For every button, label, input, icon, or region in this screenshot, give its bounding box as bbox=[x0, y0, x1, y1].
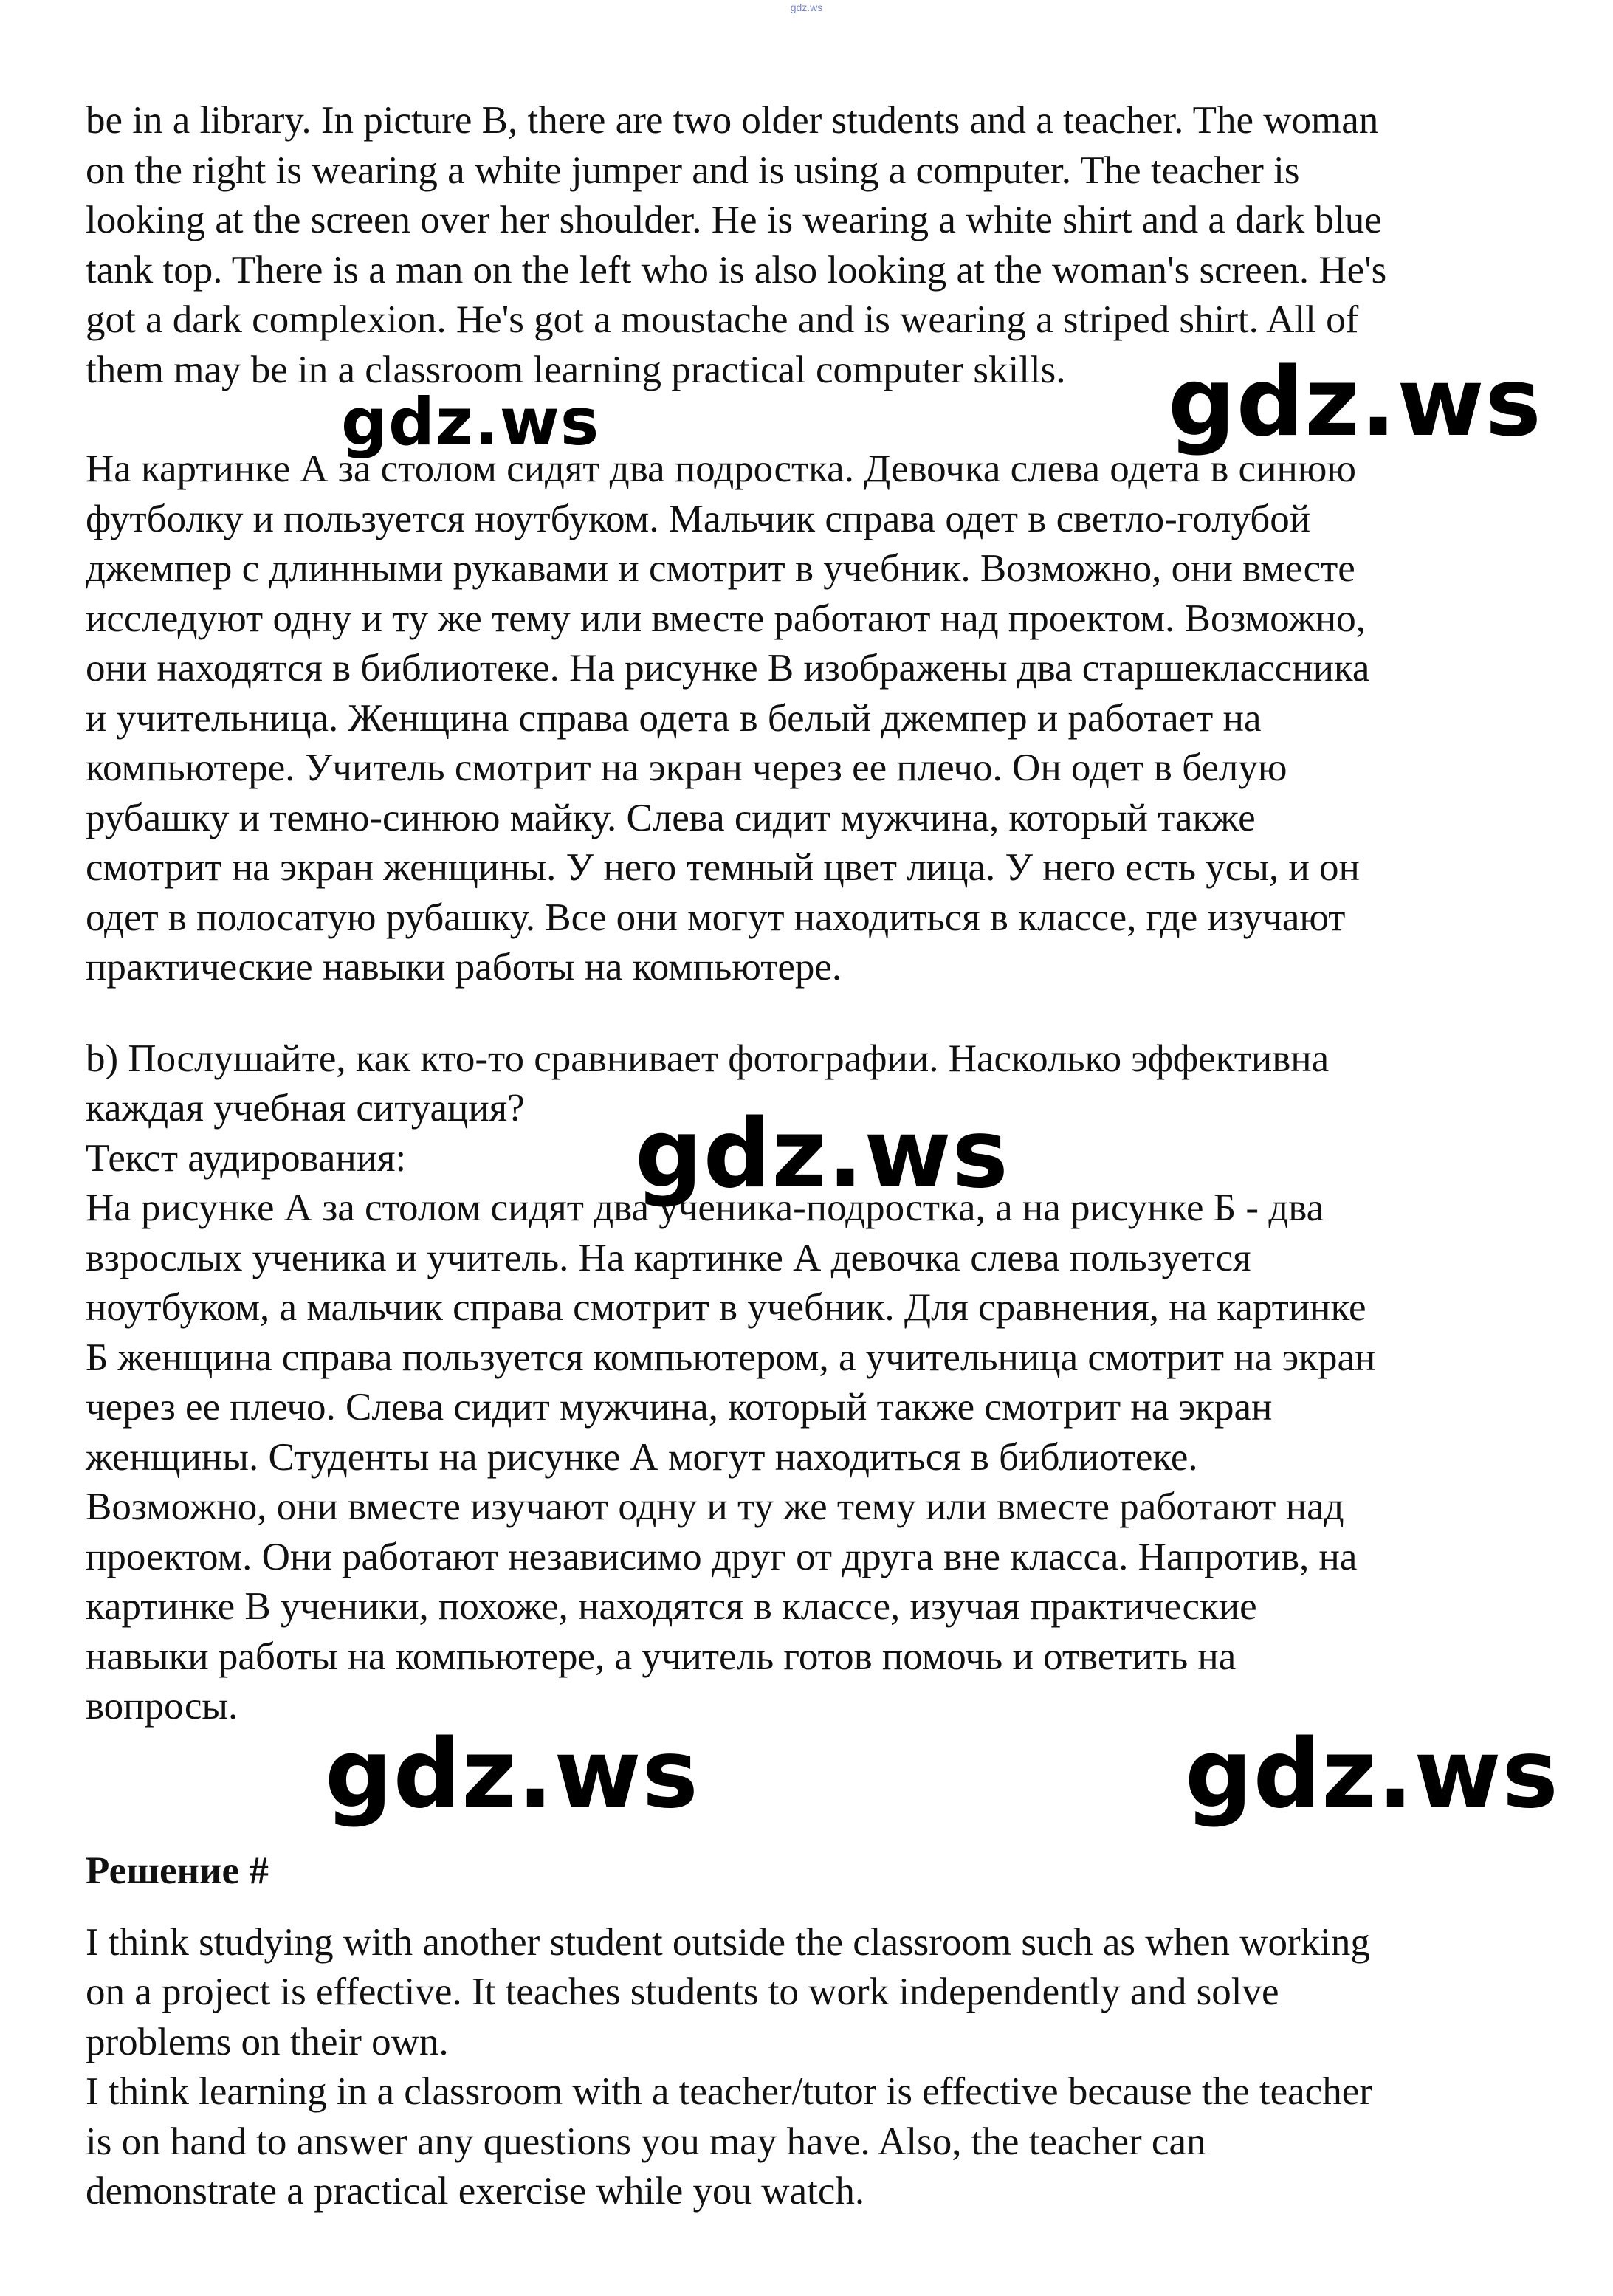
watermark: gdz.ws bbox=[1185, 1719, 1559, 1829]
header-watermark: gdz.ws bbox=[790, 1, 823, 13]
english-description-paragraph: be in a library. In picture B, there are two older students and a teacher. The woman on the right is wearing a white jumper and is using a computer. The teacher is looking at the screen over her shoulder. He is wearing a white shirt and a dark blue tank top. There is a man on the left who is also looking at the woman's screen. He's got a dark complexion. He's got a moustache and is wearing a striped shirt. All of them may be in a classroom learning practical computer skills. bbox=[86, 99, 1387, 391]
listening-text-paragraph: На рисунке А за столом сидят два ученика-подростка, а на рисунке Б - два взрослых ученика и учитель. На картинке А девочка слева пользуется ноутбуком, а мальчик справа смотрит в учебник. Для сравнения, на картинке Б женщина справа пользуется компьютером, а учительница смотрит на экран через ее плечо. Слева сидит мужчина, который также смотрит на экран женщины. Студенты на рисунке А могут находиться в библиотеке. Возможно, они вместе изучают одну и ту же тему или вместе работают над проектом. Они работают независимо друг от друга вне класса. Напротив, на картинке В ученики, похоже, находятся в классе, изучая практические навыки работы на компьютере, а учитель готов помочь и ответить на вопросы. bbox=[86, 1186, 1376, 1728]
watermark: gdz.ws bbox=[341, 384, 600, 460]
task-b-paragraph: b) Послушайте, как кто-то сравнивает фотографии. Насколько эффективна каждая учебная ситуация? bbox=[86, 1037, 1330, 1130]
solution-text-paragraph: I think studying with another student outside the classroom such as when working on a project is effective. It teaches students to work independently and solve problems on their own. I think learning in a classroom with a teacher/tutor is effective because the teacher is on hand to answer any questions you may have. Also, the teacher can demonstrate a practical exercise while you watch. bbox=[86, 1920, 1372, 2213]
watermark: gdz.ws bbox=[325, 1719, 699, 1829]
russian-translation-paragraph: На картинке А за столом сидят два подростка. Девочка слева одета в синюю футболку и пользуется ноутбуком. Мальчик справа одет в светло-голубой джемпер с длинными рукавами и смотрит в учебник. Возможно, они вместе исследуют одну и ту же тему или вместе работают над проектом. Возможно, они находятся в библиотеке. На рисунке В изображены два старшеклассника и учительница. Женщина справа одета в белый джемпер и работает на компьютере. Учитель смотрит на экран через ее плечо. Он одет в белую рубашку и темно-синюю майку. Слева сидит мужчина, который также смотрит на экран женщины. У него темный цвет лица. У него есть усы, и он одет в полосатую рубашку. Все они могут находиться в классе, где изучают практические навыки работы на компьютере. bbox=[86, 447, 1370, 989]
solution-heading: Решение # bbox=[86, 1849, 269, 1892]
listening-label: Текст аудирования: bbox=[86, 1136, 407, 1180]
watermark: gdz.ws bbox=[635, 1099, 1009, 1209]
watermark: gdz.ws bbox=[1168, 348, 1542, 458]
